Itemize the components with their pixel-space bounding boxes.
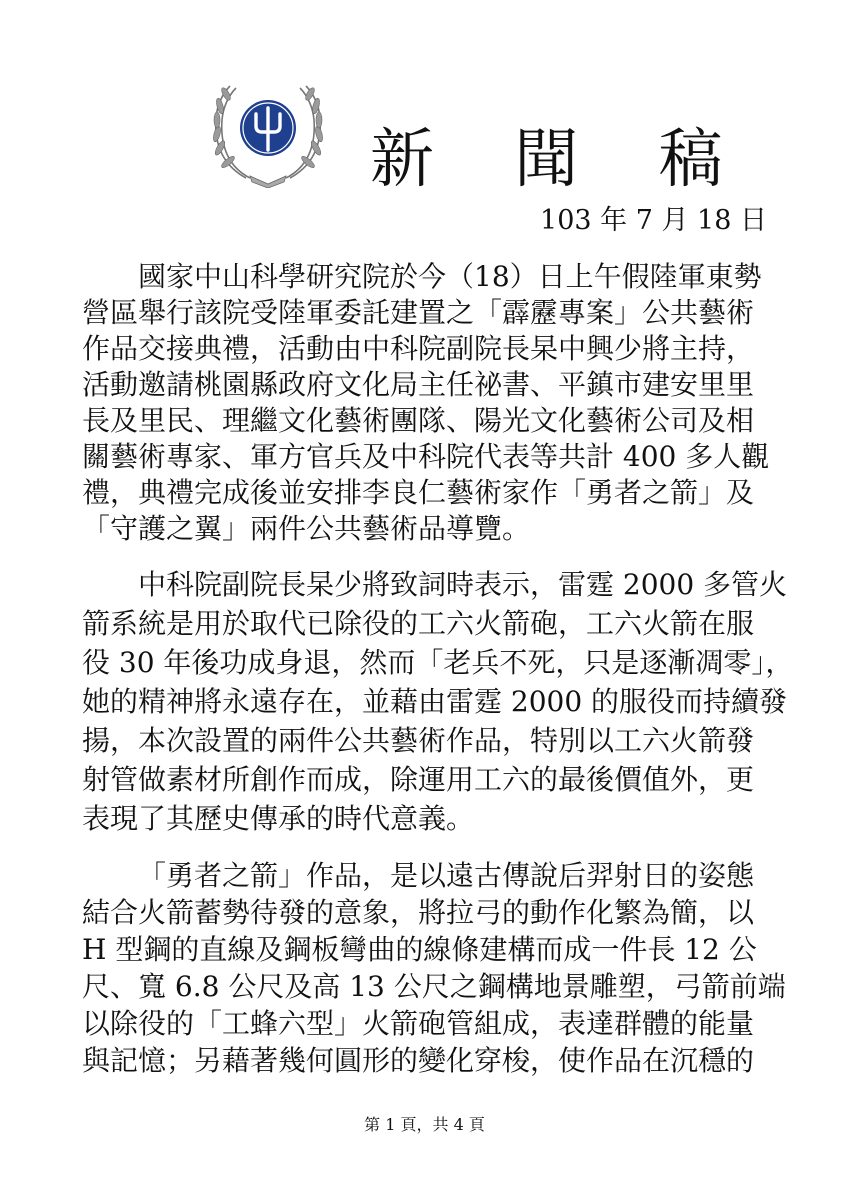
- paragraph-2-line: 役 30 年後功成身退，然而「老兵不死，只是逐漸凋零」，: [82, 646, 794, 679]
- paragraph-2-line: 表現了其歷史傳承的時代意義。: [82, 802, 475, 835]
- paragraph-1-line: 長及里民、理繼文化藝術團隊、陽光文化藝術公司及相: [82, 404, 755, 437]
- paragraph-3-line: 尺、寬 6.8 公尺及高 13 公尺之鋼構地景雕塑，弓箭前端: [82, 970, 786, 1003]
- paragraph-3-line: 與記憶；另藉著幾何圓形的變化穿梭，使作品在沉穩的: [82, 1044, 755, 1077]
- paragraph-3-line: 「勇者之箭」作品，是以遠古傳說后羿射日的姿態: [138, 859, 755, 892]
- paragraph-2-line: 她的精神將永遠存在，並藉由雷霆 2000 的服役而持續發: [82, 685, 788, 718]
- paragraph-3-line: 結合火箭蓄勢待發的意象，將拉弓的動作化繁為簡，以: [82, 896, 755, 929]
- paragraph-1-line: 作品交接典禮，活動由中科院副院長杲中興少將主持，: [82, 332, 755, 365]
- paragraph-1-line: 禮，典禮完成後並安排李良仁藝術家作「勇者之箭」及: [82, 476, 755, 509]
- institute-emblem-icon: [206, 78, 330, 188]
- paragraph-1-line: 「守護之翼」兩件公共藝術品導覽。: [82, 512, 531, 545]
- paragraph-1-line: 關藝術專家、軍方官兵及中科院代表等共計 400 多人觀: [82, 440, 770, 473]
- paragraph-2-line: 中科院副院長杲少將致詞時表示，雷霆 2000 多管火: [138, 568, 788, 601]
- release-date: 103 年 7 月 18 日: [540, 205, 767, 236]
- paragraph-1-line: 活動邀請桃園縣政府文化局主任祕書、平鎮市建安里里: [82, 368, 755, 401]
- document-title: 新 聞 稿: [370, 123, 753, 197]
- paragraph-2-line: 射管做素材所創作而成，除運用工六的最後價值外，更: [82, 763, 755, 796]
- paragraph-2-line: 揚，本次設置的兩件公共藝術作品，特別以工六火箭發: [82, 724, 755, 757]
- paragraph-1-line: 營區舉行該院受陸軍委託建置之「霹靂專案」公共藝術: [82, 296, 755, 329]
- paragraph-3-line: 以除役的「工蜂六型」火箭砲管組成，表達群體的能量: [82, 1007, 755, 1040]
- paragraph-2-line: 箭系統是用於取代已除役的工六火箭砲，工六火箭在服: [82, 607, 755, 640]
- paragraph-1-line: 國家中山科學研究院於今（18）日上午假陸軍東勢: [138, 260, 762, 293]
- page-number: 第 1 頁，共 4 頁: [364, 1115, 485, 1134]
- paragraph-3-line: H 型鋼的直線及鋼板彎曲的線條建構而成一件長 12 公: [82, 933, 757, 966]
